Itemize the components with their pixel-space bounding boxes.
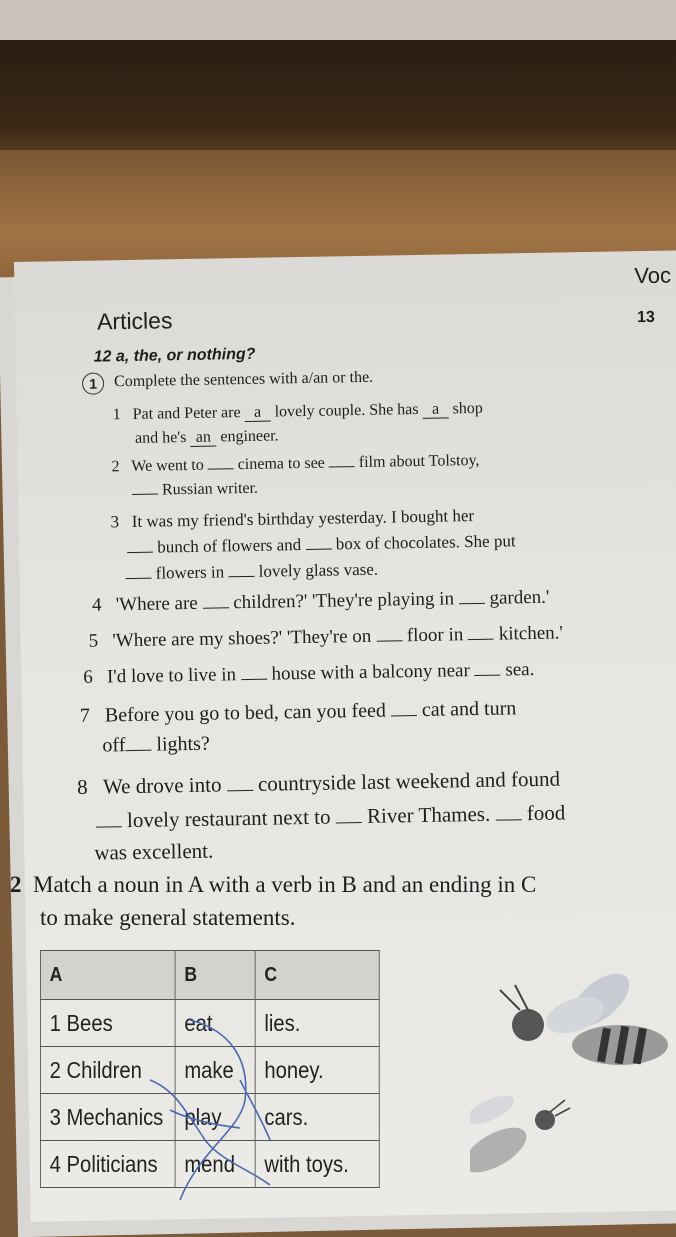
bee-illustration xyxy=(470,940,676,1200)
noun-cell: 1 Bees xyxy=(40,1000,175,1047)
sentence-text: 'Where are xyxy=(115,592,198,616)
answer-blank[interactable]: an xyxy=(190,429,216,446)
column-header-b: B xyxy=(175,951,255,1000)
sentence-text: house with a balcony near xyxy=(271,660,471,685)
sentence-text: film about Tolstoy, xyxy=(358,451,480,472)
exercise-2-subtitle: to make general statements. xyxy=(40,905,296,930)
sentence-text: lovely glass vase. xyxy=(258,559,379,581)
sentence-text: off xyxy=(102,734,126,757)
sentence-text: lovely restaurant next to xyxy=(126,804,331,833)
column-header-c: C xyxy=(255,951,379,1000)
item-number: 2 xyxy=(111,458,120,476)
sentence-text: floor in xyxy=(406,624,464,647)
sentence-text: 'Where are my shoes?' 'They're on xyxy=(112,625,372,652)
sentence-text: cat and turn xyxy=(421,697,517,721)
sentence-text: sea. xyxy=(505,658,535,681)
item-number: 3 xyxy=(110,512,120,532)
sentence-text: It was my friend's birthday yesterday. I bought her xyxy=(131,506,475,531)
right-page-heading: Voc xyxy=(634,262,672,289)
verb-cell: make xyxy=(175,1047,255,1094)
bee-antennae-small xyxy=(550,1100,570,1116)
item-number: 5 xyxy=(88,630,99,652)
instruction: Complete the sentences with a/an or the. xyxy=(113,368,374,391)
bee-body-small xyxy=(470,1119,533,1182)
sentence-text: Russian writer. xyxy=(161,479,259,499)
item-number: 7 xyxy=(79,704,91,727)
sentence-text: garden.' xyxy=(489,586,550,609)
ending-cell: with toys. xyxy=(255,1141,379,1188)
sentence-text: River Thames. xyxy=(366,801,491,828)
section-title: Articles xyxy=(96,307,173,335)
sentence-text: lovely couple. She has xyxy=(274,400,419,421)
noun-cell: 4 Politicians xyxy=(40,1141,175,1188)
sentence-text: shop xyxy=(452,399,483,418)
exercise-number: 2 xyxy=(10,872,22,897)
item-number: 8 xyxy=(76,774,88,799)
verb-cell: mend xyxy=(175,1141,255,1188)
sentence-text: food xyxy=(526,800,566,826)
sentence-text: countryside last weekend and found xyxy=(257,766,561,796)
sentence-text: I'd love to live in xyxy=(106,664,237,688)
sentence-text: box of chocolates. She put xyxy=(335,531,516,554)
verb-cell: play xyxy=(175,1094,255,1141)
part-number-circle: 1 xyxy=(82,372,104,394)
sentence-text: Pat and Peter are xyxy=(132,404,241,423)
sentence-text: We drove into xyxy=(102,772,222,799)
exercise-instruction: Match a noun in A with a verb in B and an ending in C xyxy=(33,872,537,897)
sentence-text: children?' 'They're playing in xyxy=(233,588,455,614)
right-page-number: 13 xyxy=(636,308,656,327)
sentence-8-line-3: was excellent. xyxy=(94,838,214,865)
ending-cell: honey. xyxy=(255,1047,379,1094)
column-header-a: A xyxy=(40,951,175,1000)
sentence-text: engineer. xyxy=(220,427,279,446)
ending-cell: cars. xyxy=(255,1094,379,1141)
exercise-12-title: 12 a, the, or nothing? xyxy=(93,345,256,366)
answer-blank[interactable]: a xyxy=(244,405,270,422)
bee-head-small xyxy=(535,1110,555,1130)
item-number: 4 xyxy=(91,594,102,616)
sentence-text: lights? xyxy=(156,732,210,756)
bee-wing-small xyxy=(470,1090,518,1130)
sentence-text: cinema to see xyxy=(237,454,325,474)
sentence-text: and he's xyxy=(134,429,187,447)
ending-cell: lies. xyxy=(255,1000,379,1047)
item-number: 6 xyxy=(83,666,93,688)
sentence-text: Before you go to bed, can you feed xyxy=(104,699,387,727)
verb-cell: eat xyxy=(175,1000,255,1047)
sentence-text: flowers in xyxy=(155,562,225,583)
bee-head xyxy=(512,1009,544,1041)
sentence-text: bunch of flowers and xyxy=(157,535,302,557)
sentence-text: kitchen.' xyxy=(498,622,564,645)
item-number: 1 xyxy=(112,406,121,424)
answer-blank[interactable]: a xyxy=(422,401,448,418)
noun-cell: 3 Mechanics xyxy=(40,1094,175,1141)
noun-cell: 2 Children xyxy=(40,1047,175,1094)
bee-antennae xyxy=(500,985,528,1010)
sentence-text: We went to xyxy=(131,456,204,475)
